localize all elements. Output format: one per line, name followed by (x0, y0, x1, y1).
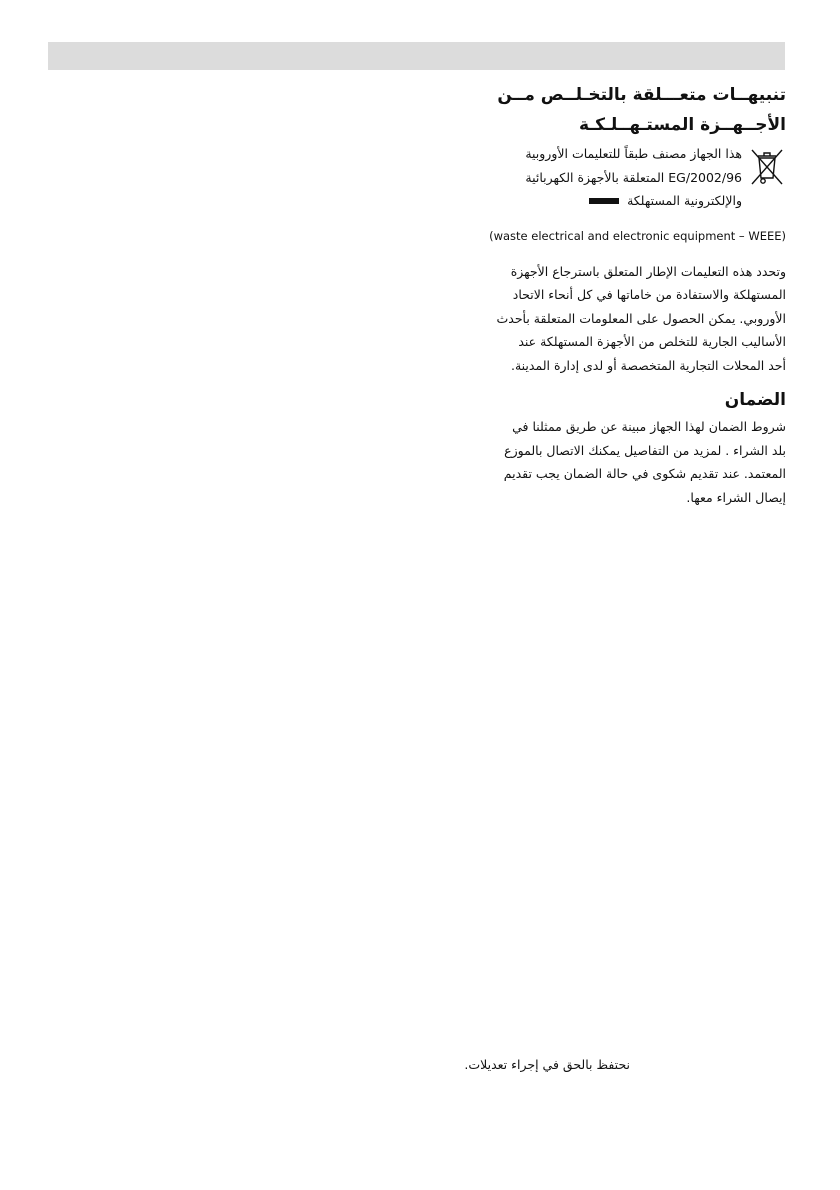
weee-english: (waste electrical and electronic equipment – WEEE) (489, 229, 786, 243)
disposal-body-line: المستهلكة والاستفادة من خاماتها في كل أنحاء الاتحاد (512, 287, 786, 302)
warranty-title: الضمان (724, 390, 786, 410)
black-bar-mark (589, 198, 619, 204)
content-column (438, 80, 786, 509)
footnote: نحتفظ بالحق في إجراء تعديلات. (464, 1057, 630, 1072)
header-bar (48, 42, 785, 70)
warranty-body-line: بلد الشراء . لمزيد من التفاصيل يمكنك الاتصال بالموزع (504, 442, 786, 458)
weee-line3-text: والإلكترونية المستهلكة (627, 193, 742, 208)
disposal-body-line: وتحدد هذه التعليمات الإطار المتعلق باسترجاع الأجهزة (510, 263, 786, 279)
disposal-body-line: الأوروبي. يمكن الحصول على المعلومات المتعلقة بأحدث (496, 310, 786, 326)
warranty-body-line: إيصال الشراء معها. (686, 489, 786, 505)
section-gap (438, 377, 786, 385)
weee-line3 (438, 189, 742, 213)
warranty-body-line: المعتمد. عند تقديم شكوى في حالة الضمان يجب تقديم (503, 466, 786, 481)
disposal-body-line: الأساليب الجارية للتخلص من الأجهزة المستهلكة عند (518, 334, 786, 349)
warranty-body-line: شروط الضمان لهذا الجهاز مبينة عن طريق ممثلنا في (512, 419, 786, 434)
warranty-section (438, 385, 786, 509)
weee-line2: 2002/96/EG المتعلقة بالأجهزة الكهربائية (525, 169, 742, 185)
weee-line1: هذا الجهاز مصنف طبقاً للتعليمات الأوروبية (525, 146, 742, 161)
weee-notice (438, 142, 786, 213)
disposal-section (438, 80, 786, 377)
disposal-title-line2: الأجــهــزة المستـهــلـكـة (579, 115, 786, 135)
crossed-out-wheelie-bin-icon (748, 146, 786, 188)
disposal-title-line1: تنبيهــات متعـــلقة بالتخـلــص مــن (497, 85, 786, 105)
disposal-body-line: أحد المحلات التجارية المتخصصة أو لدى إدارة المدينة. (510, 357, 786, 373)
